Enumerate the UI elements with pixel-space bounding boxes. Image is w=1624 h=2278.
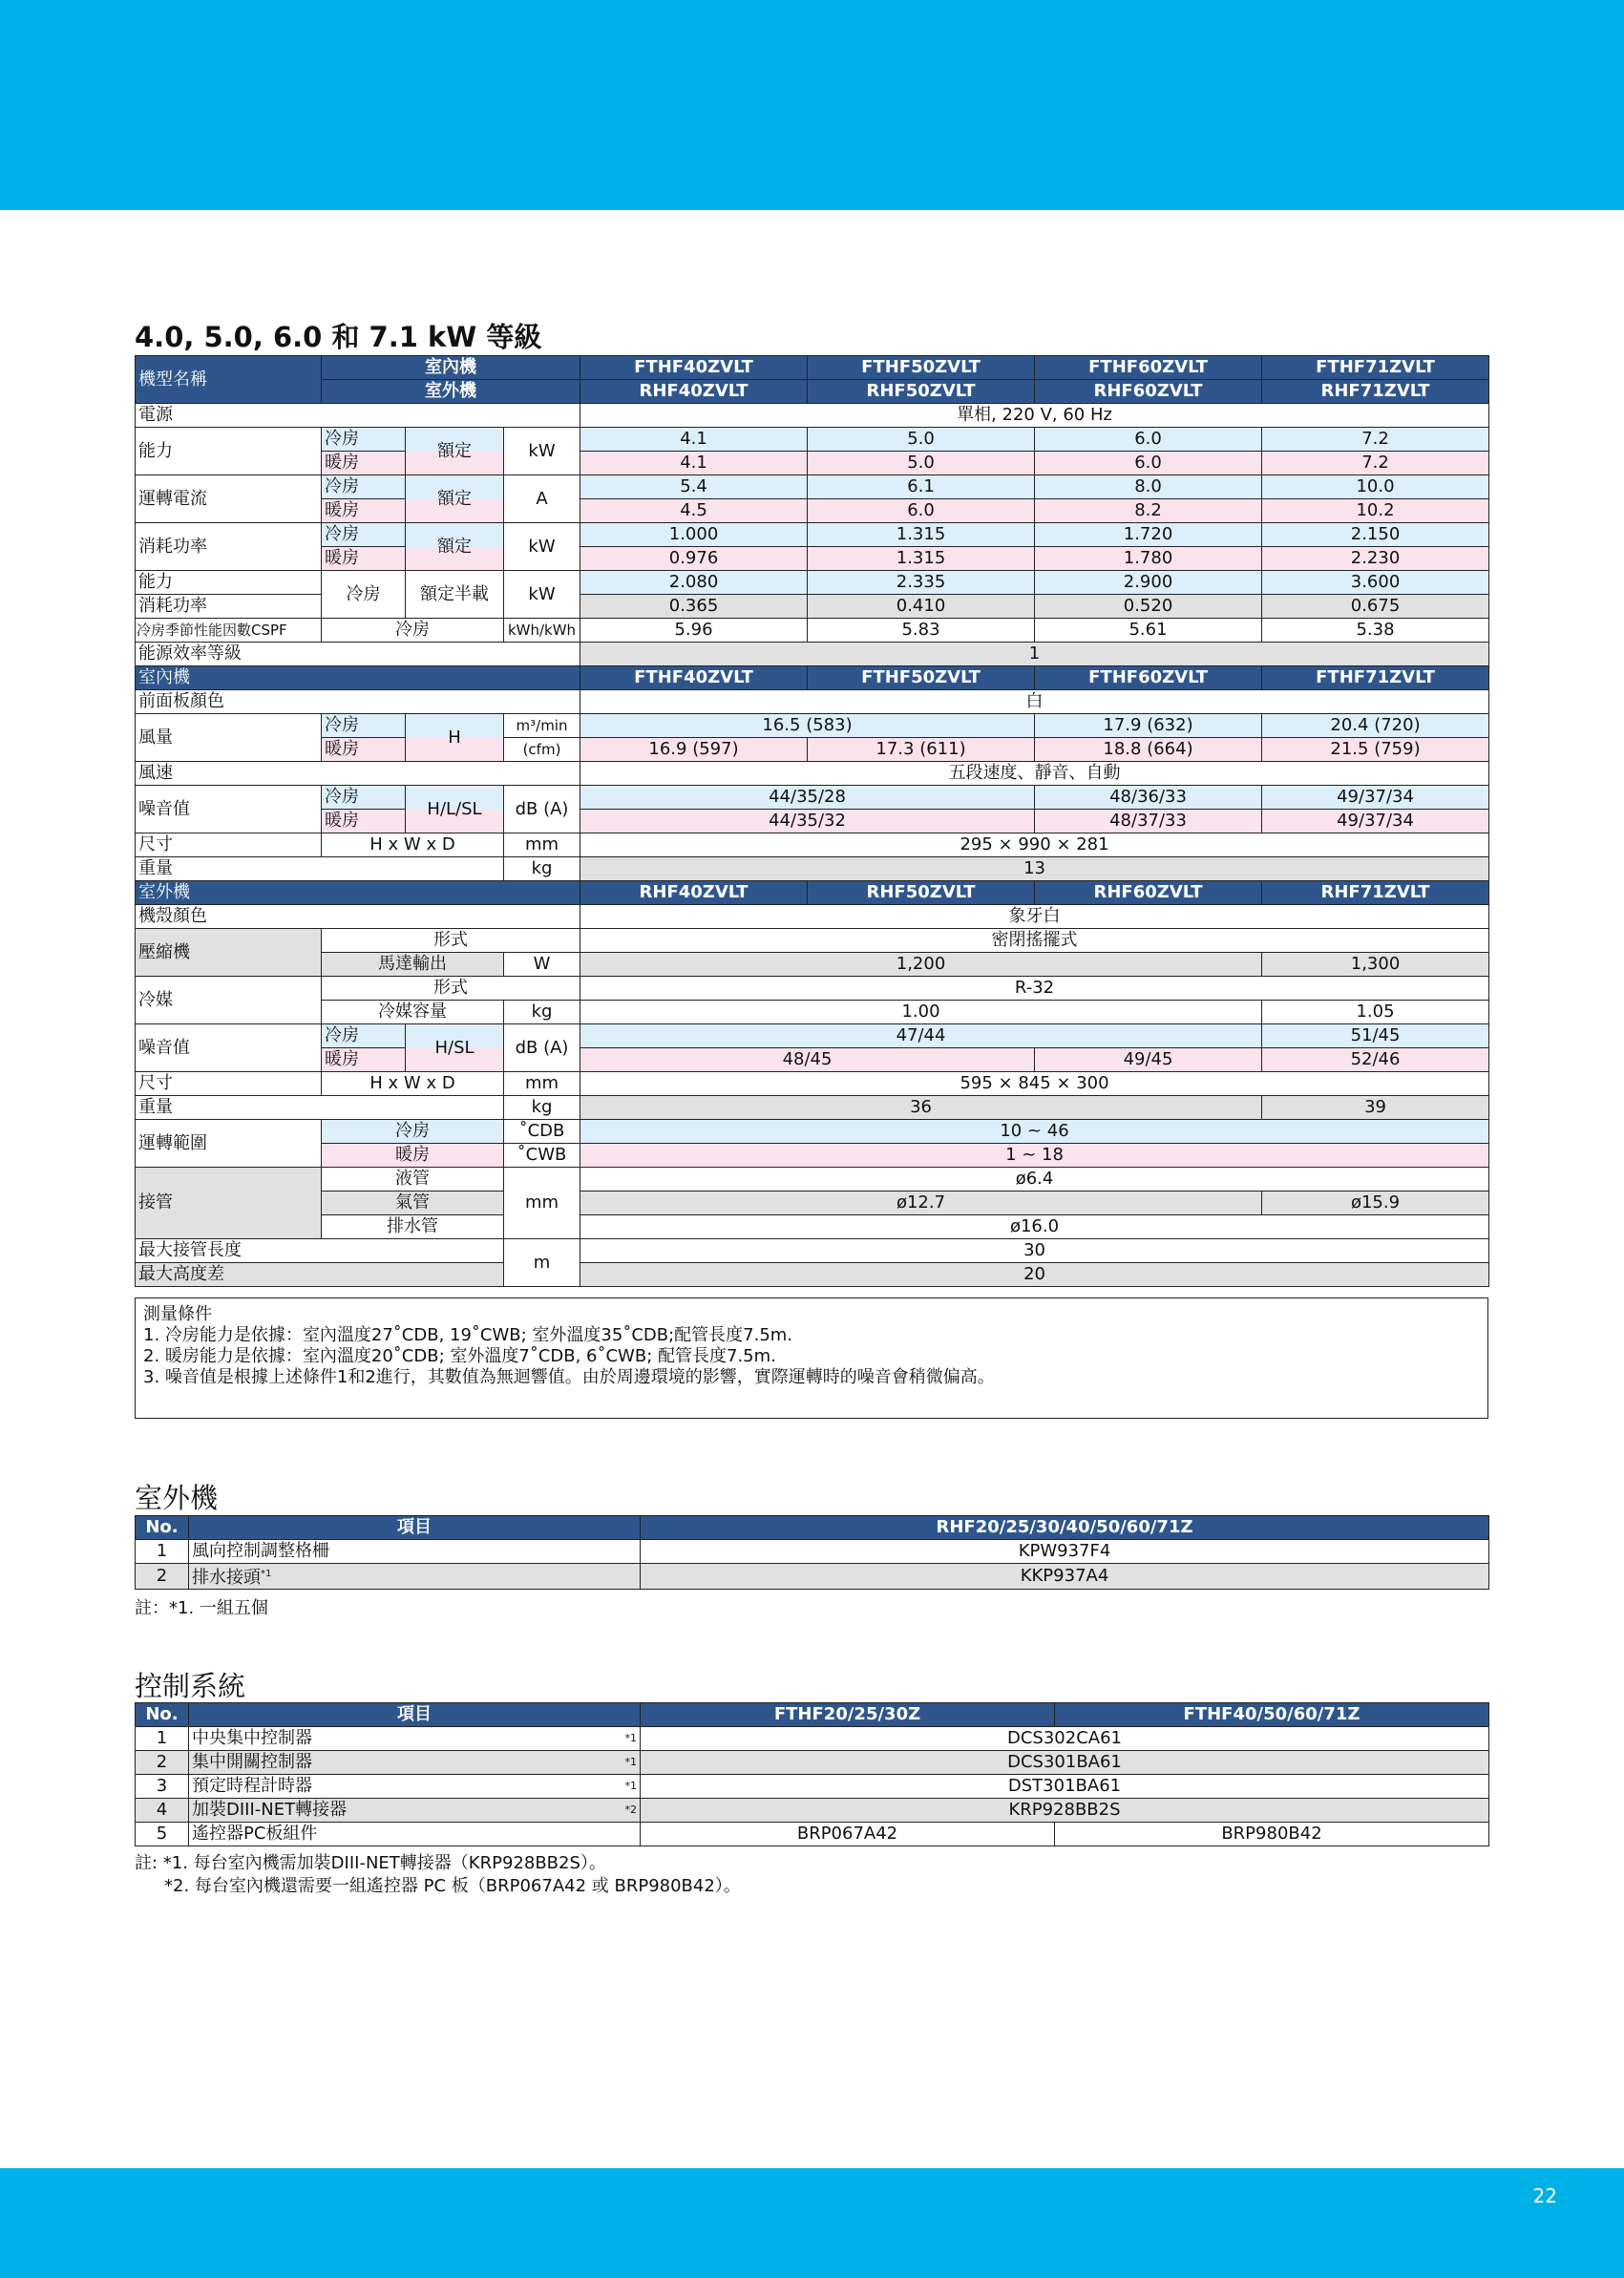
cool-label: 冷房	[322, 523, 406, 547]
row-number: 1	[136, 1727, 189, 1751]
value-cell: 16.5 (583)	[580, 714, 1035, 738]
cool-label: 冷房	[322, 1024, 406, 1048]
value-cell: 5.96	[580, 619, 808, 643]
cool-label: 冷房	[322, 714, 406, 738]
model-name-label: 機型名稱	[136, 356, 322, 404]
heat-label: 暖房	[322, 738, 406, 762]
table-row	[136, 1540, 1489, 1564]
power-supply-label: 電源	[136, 404, 580, 428]
value-cell: 2.900	[1035, 571, 1262, 595]
unit: ˚CDB	[504, 1120, 580, 1144]
value-cell: 6.0	[1035, 428, 1262, 452]
type-label: 形式	[322, 977, 580, 1001]
outdoor-label: 室外機	[322, 380, 580, 404]
item-name: 遙控器PC板組件	[189, 1823, 641, 1846]
front-panel-value: 白	[580, 690, 1489, 714]
value-cell: 17.3 (611)	[808, 738, 1035, 762]
unit: kW	[504, 428, 580, 475]
value-cell: 4.1	[580, 428, 808, 452]
unit: mm	[504, 1168, 580, 1239]
item-name: 加裝DIII-NET轉接器	[192, 1800, 348, 1820]
footnote-mark: *1	[624, 1732, 637, 1744]
value-cell: 1.720	[1035, 523, 1262, 547]
liquid-pipe-label: 液管	[322, 1168, 504, 1192]
table-row	[136, 1823, 1489, 1846]
rated-half-label: 額定半載	[406, 571, 504, 619]
outdoor-model: RHF40ZVLT	[580, 881, 808, 905]
max-pipe-length-label: 最大接管長度	[136, 1239, 504, 1263]
value-cell: 1,300	[1262, 953, 1489, 977]
section-title-outdoor: 室外機	[135, 1482, 219, 1514]
indoor-label: 室內機	[322, 356, 580, 380]
unit: ˚CWB	[504, 1144, 580, 1168]
item-name: 預定時程計時器	[192, 1776, 312, 1796]
value-cell: 1.315	[808, 547, 1035, 571]
condition-line: 3. 噪音值是根據上述條件1和2進行，其數值為無迴響值。由於周邊環境的影響，實際運轉時的噪音會稍微偏高。	[143, 1367, 995, 1387]
part-number: DST301BA61	[641, 1775, 1489, 1799]
casing-label: 機殼顏色	[136, 905, 580, 929]
value-cell: 6.1	[808, 475, 1035, 499]
value-cell: 39	[1262, 1096, 1489, 1120]
row-number: 2	[136, 1564, 189, 1590]
value-cell: 48/36/33	[1035, 786, 1262, 810]
value-cell: 51/45	[1262, 1024, 1489, 1048]
item-name: 排水接頭	[192, 1568, 261, 1588]
cool-label: 冷房	[322, 619, 504, 643]
dimensions-label: 尺寸	[136, 833, 322, 857]
dimensions-value: 595 × 845 × 300	[580, 1072, 1489, 1096]
value-cell: 49/45	[1035, 1048, 1262, 1072]
indoor-model: FTHF71ZVLT	[1262, 356, 1489, 380]
value-cell: 5.0	[808, 428, 1035, 452]
tap-label: H/SL	[406, 1024, 504, 1072]
indoor-model: FTHF60ZVLT	[1035, 666, 1262, 690]
value-cell: 6.0	[808, 499, 1035, 523]
table-row	[136, 1727, 1489, 1751]
efficiency-grade-label: 能源效率等級	[136, 643, 580, 666]
part-number: KPW937F4	[641, 1540, 1489, 1564]
value-cell: 1.780	[1035, 547, 1262, 571]
heat-label: 暖房	[322, 499, 406, 523]
rated-label: 額定	[406, 428, 504, 475]
indoor-section-header: 室內機	[136, 666, 580, 690]
heat-label: 暖房	[322, 810, 406, 833]
column-header: RHF20/25/30/40/50/60/71Z	[641, 1516, 1489, 1540]
value-cell: 4.1	[580, 452, 808, 475]
unit: A	[504, 475, 580, 523]
footnote-mark: *2	[624, 1803, 637, 1816]
column-header: FTHF20/25/30Z	[641, 1703, 1055, 1727]
value-cell: 7.2	[1262, 428, 1489, 452]
compressor-type: 密閉搖擺式	[580, 929, 1489, 953]
outdoor-model: RHF71ZVLT	[1262, 380, 1489, 404]
value-cell: 5.0	[808, 452, 1035, 475]
noise-label: 噪音值	[136, 1024, 322, 1072]
value-cell: 8.2	[1035, 499, 1262, 523]
tap-label: H/L/SL	[406, 786, 504, 833]
value-cell: 0.675	[1262, 595, 1489, 619]
value-cell: 0.410	[808, 595, 1035, 619]
value-cell: ø16.0	[580, 1215, 1489, 1239]
value-cell: 10 ~ 46	[580, 1120, 1489, 1144]
value-cell: 48/45	[580, 1048, 1035, 1072]
value-cell: 5.83	[808, 619, 1035, 643]
value-cell: 48/37/33	[1035, 810, 1262, 833]
fan-speed-value: 五段速度、靜音、自動	[580, 762, 1489, 786]
front-panel-label: 前面板顏色	[136, 690, 580, 714]
part-number: BRP067A42	[641, 1823, 1055, 1846]
noise-label: 噪音值	[136, 786, 322, 833]
piping-label: 接管	[136, 1168, 322, 1239]
rated-label: 額定	[406, 475, 504, 523]
weight-label: 重量	[136, 857, 504, 881]
value-cell: ø15.9	[1262, 1192, 1489, 1215]
part-number: KRP928BB2S	[641, 1799, 1489, 1823]
value-cell: 36	[580, 1096, 1262, 1120]
heat-label: 暖房	[322, 1144, 504, 1168]
part-number: DCS301BA61	[641, 1751, 1489, 1775]
cool-label: 冷房	[322, 1120, 504, 1144]
value-cell: 0.976	[580, 547, 808, 571]
value-cell: 5.38	[1262, 619, 1489, 643]
outdoor-model: RHF40ZVLT	[580, 380, 808, 404]
cool-label: 冷房	[322, 475, 406, 499]
motor-label: 馬達輸出	[322, 953, 504, 977]
footnote-mark: *1	[624, 1756, 637, 1768]
column-header: No.	[136, 1703, 189, 1727]
condition-line: 2. 暖房能力是依據：室內溫度20˚CDB; 室外溫度7˚CDB, 6˚CWB; 配管長度7.5m.	[143, 1346, 776, 1366]
outdoor-accessory-table	[135, 1515, 1489, 1590]
value-cell: 16.9 (597)	[580, 738, 808, 762]
condition-line: 1. 冷房能力是依據：室內溫度27˚CDB, 19˚CWB; 室外溫度35˚CDB;配管長度7.5m.	[143, 1325, 793, 1345]
footnote-mark: *1	[261, 1569, 272, 1579]
value-cell: 2.335	[808, 571, 1035, 595]
measurement-conditions	[135, 1297, 1488, 1419]
spec-table	[135, 355, 1489, 1287]
power-label: 消耗功率	[136, 523, 322, 571]
indoor-model: FTHF60ZVLT	[1035, 356, 1262, 380]
heat-label: 暖房	[322, 1048, 406, 1072]
item-name: 集中開關控制器	[192, 1752, 312, 1772]
part-number: DCS302CA61	[641, 1727, 1489, 1751]
section-title-spec: 4.0, 5.0, 6.0 和 7.1 kW 等級	[135, 321, 542, 353]
half-load-power-label: 消耗功率	[136, 595, 322, 619]
power-supply-value: 單相, 220 V, 60 Hz	[580, 404, 1489, 428]
row-number: 3	[136, 1775, 189, 1799]
unit: kg	[504, 1001, 580, 1024]
type-label: 形式	[322, 929, 580, 953]
value-cell: 47/44	[580, 1024, 1262, 1048]
value-cell: 0.520	[1035, 595, 1262, 619]
indoor-model: FTHF50ZVLT	[808, 356, 1035, 380]
compressor-label: 壓縮機	[136, 929, 322, 977]
cool-label: 冷房	[322, 571, 406, 619]
value-cell: ø12.7	[580, 1192, 1262, 1215]
part-number: KKP937A4	[641, 1564, 1489, 1590]
outdoor-model: RHF60ZVLT	[1035, 881, 1262, 905]
rated-label: 額定	[406, 523, 504, 571]
item-name: 風向控制調整格柵	[189, 1540, 641, 1564]
unit: (cfm)	[504, 738, 580, 762]
casing-value: 象牙白	[580, 905, 1489, 929]
half-load-capacity-label: 能力	[136, 571, 322, 595]
outdoor-model: RHF60ZVLT	[1035, 380, 1262, 404]
value-cell: 3.600	[1262, 571, 1489, 595]
airflow-label: 風量	[136, 714, 322, 762]
value-cell: 0.365	[580, 595, 808, 619]
page-number: 22	[1532, 2184, 1557, 2207]
footnote-mark: *1	[624, 1780, 637, 1792]
cool-label: 冷房	[322, 428, 406, 452]
control-system-table	[135, 1702, 1489, 1846]
current-label: 運轉電流	[136, 475, 322, 523]
item-name: 中央集中控制器	[192, 1728, 312, 1748]
value-cell: 20	[580, 1263, 1489, 1287]
outdoor-note: 註：*1. 一組五個	[135, 1598, 268, 1618]
charge-label: 冷媒容量	[322, 1001, 504, 1024]
value-cell: 2.080	[580, 571, 808, 595]
max-height-label: 最大高度差	[136, 1263, 504, 1287]
unit: mm	[504, 1072, 580, 1096]
value-cell: 10.2	[1262, 499, 1489, 523]
tap-label: H	[406, 714, 504, 762]
part-number: BRP980B42	[1055, 1823, 1489, 1846]
operating-range-label: 運轉範圍	[136, 1120, 322, 1168]
unit: kW	[504, 571, 580, 619]
value-cell: 8.0	[1035, 475, 1262, 499]
heat-label: 暖房	[322, 452, 406, 475]
value-cell: 18.8 (664)	[1035, 738, 1262, 762]
value-cell: 5.61	[1035, 619, 1262, 643]
cool-label: 冷房	[322, 786, 406, 810]
table-row	[136, 1799, 1489, 1823]
control-note: *2. 每台室內機還需要一組遙控器 PC 板（BRP067A42 或 BRP980B42）。	[164, 1876, 741, 1896]
column-header: 項目	[189, 1703, 641, 1727]
value-cell: 44/35/32	[580, 810, 1035, 833]
value-cell: 7.2	[1262, 452, 1489, 475]
value-cell: 49/37/34	[1262, 786, 1489, 810]
unit: mm	[504, 833, 580, 857]
gas-pipe-label: 氣管	[322, 1192, 504, 1215]
outdoor-section-header: 室外機	[136, 881, 580, 905]
indoor-model: FTHF40ZVLT	[580, 356, 808, 380]
dimensions-spec: H x W x D	[322, 833, 504, 857]
unit: dB (A)	[504, 786, 580, 833]
value-cell: 52/46	[1262, 1048, 1489, 1072]
section-title-control: 控制系統	[135, 1670, 246, 1702]
outdoor-model: RHF50ZVLT	[808, 380, 1035, 404]
value-cell: 21.5 (759)	[1262, 738, 1489, 762]
table-row	[136, 1751, 1489, 1775]
column-header: 項目	[189, 1516, 641, 1540]
value-cell: 20.4 (720)	[1262, 714, 1489, 738]
row-number: 1	[136, 1540, 189, 1564]
value-cell: 4.5	[580, 499, 808, 523]
value-cell: 5.4	[580, 475, 808, 499]
value-cell: 1.000	[580, 523, 808, 547]
table-row	[136, 1564, 1489, 1590]
bottom-band	[0, 2168, 1624, 2278]
dimensions-value: 295 × 990 × 281	[580, 833, 1489, 857]
value-cell: 44/35/28	[580, 786, 1035, 810]
value-cell: 1,200	[580, 953, 1262, 977]
unit: dB (A)	[504, 1024, 580, 1072]
value-cell: 1 ~ 18	[580, 1144, 1489, 1168]
weight-value: 13	[580, 857, 1489, 881]
top-band	[0, 0, 1624, 210]
heat-label: 暖房	[322, 547, 406, 571]
column-header: FTHF40/50/60/71Z	[1055, 1703, 1489, 1727]
control-note: 註: *1. 每台室內機需加裝DIII-NET轉接器（KRP928BB2S）。	[135, 1853, 606, 1873]
fan-speed-label: 風速	[136, 762, 580, 786]
dimensions-spec: H x W x D	[322, 1072, 504, 1096]
dimensions-label: 尺寸	[136, 1072, 322, 1096]
refrigerant-label: 冷媒	[136, 977, 322, 1024]
conditions-title: 測量條件	[143, 1304, 212, 1324]
cspf-label: 冷房季節性能因數CSPF	[136, 619, 322, 643]
indoor-model: FTHF40ZVLT	[580, 666, 808, 690]
value-cell: 49/37/34	[1262, 810, 1489, 833]
row-number: 4	[136, 1799, 189, 1823]
unit: kWh/kWh	[504, 619, 580, 643]
weight-label: 重量	[136, 1096, 504, 1120]
value-cell: 2.230	[1262, 547, 1489, 571]
unit: kg	[504, 857, 580, 881]
drain-pipe-label: 排水管	[322, 1215, 504, 1239]
row-number: 5	[136, 1823, 189, 1846]
capacity-label: 能力	[136, 428, 322, 475]
efficiency-grade-value: 1	[580, 643, 1489, 666]
indoor-model: FTHF71ZVLT	[1262, 666, 1489, 690]
value-cell: 1.05	[1262, 1001, 1489, 1024]
value-cell: 30	[580, 1239, 1489, 1263]
row-number: 2	[136, 1751, 189, 1775]
outdoor-model: RHF50ZVLT	[808, 881, 1035, 905]
table-row	[136, 1775, 1489, 1799]
value-cell: 6.0	[1035, 452, 1262, 475]
value-cell: 2.150	[1262, 523, 1489, 547]
column-header: No.	[136, 1516, 189, 1540]
refrigerant-type: R-32	[580, 977, 1489, 1001]
unit: W	[504, 953, 580, 977]
unit: m³/min	[504, 714, 580, 738]
unit: kW	[504, 523, 580, 571]
value-cell: 10.0	[1262, 475, 1489, 499]
value-cell: 1.315	[808, 523, 1035, 547]
unit: m	[504, 1239, 580, 1287]
unit: kg	[504, 1096, 580, 1120]
outdoor-model: RHF71ZVLT	[1262, 881, 1489, 905]
value-cell: 1.00	[580, 1001, 1262, 1024]
indoor-model: FTHF50ZVLT	[808, 666, 1035, 690]
value-cell: 17.9 (632)	[1035, 714, 1262, 738]
value-cell: ø6.4	[580, 1168, 1489, 1192]
